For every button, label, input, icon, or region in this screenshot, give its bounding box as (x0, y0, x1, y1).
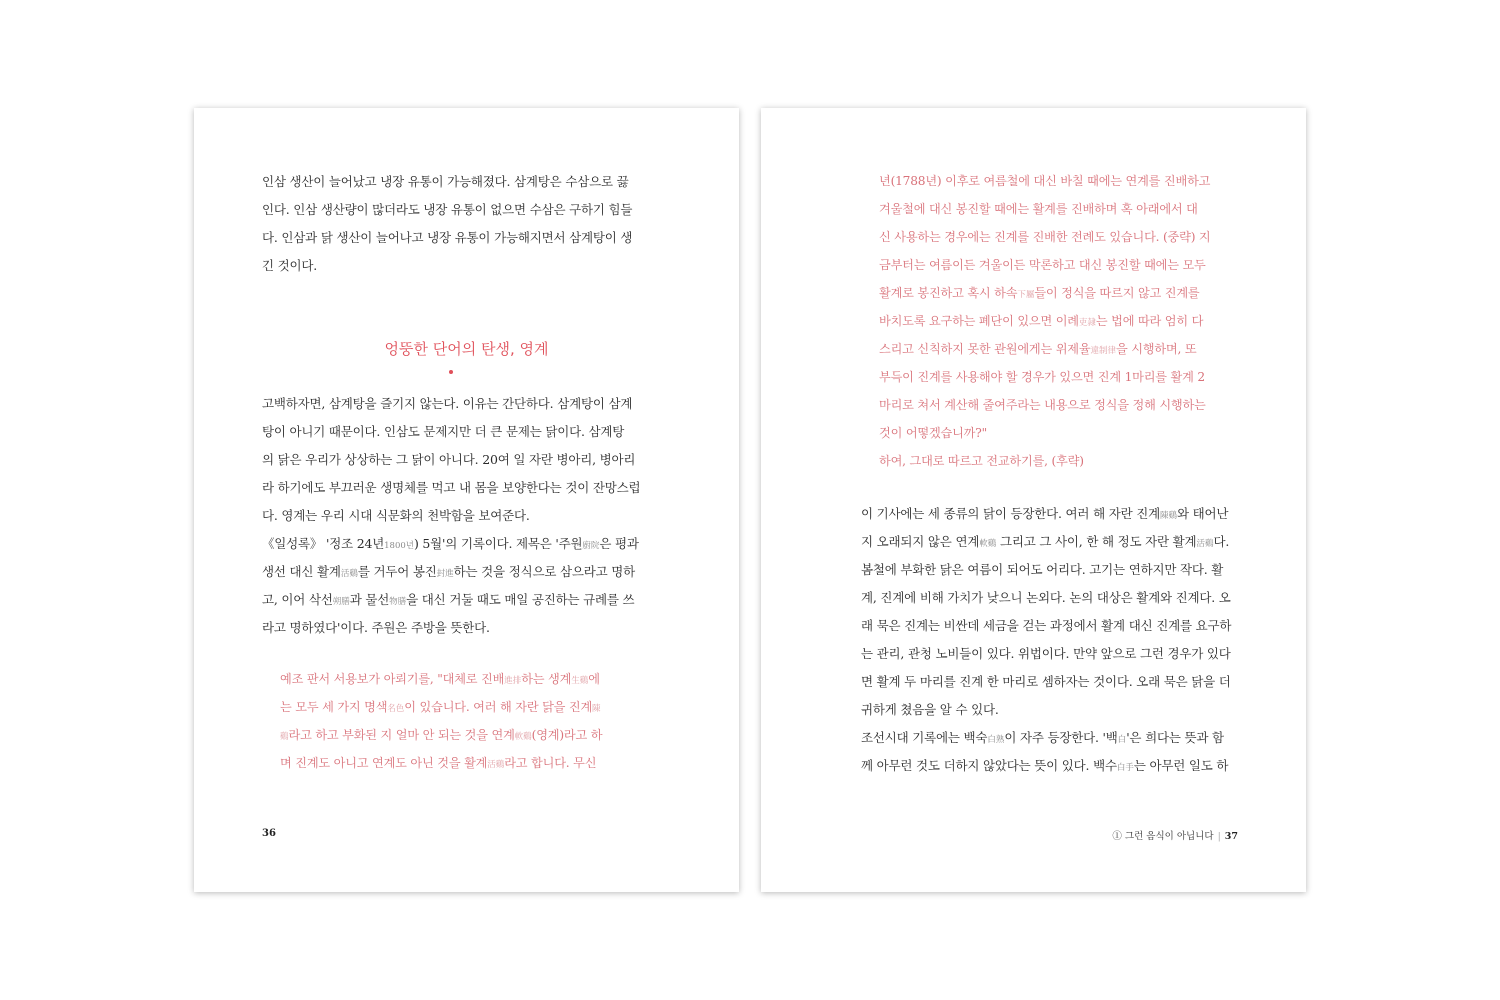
text-line: 다. 인삼과 닭 생산이 늘어나고 냉장 유통이 가능해지면서 삼계탕이 생 (262, 230, 633, 245)
hanja-gloss: 陳 (592, 704, 601, 714)
text-line: 귀하게 쳤음을 알 수 있다. (861, 702, 999, 717)
quote-line: 금부터는 여름이든 겨울이든 막론하고 대신 봉진할 때에는 모두 (879, 258, 1206, 272)
running-head: ① 그런 음식이 아닙니다 (1112, 831, 1214, 842)
section-title: 엉뚱한 단어의 탄생, 영계 (384, 340, 549, 358)
text-line: 《일성록》 '정조 24년1800년) 5월'의 기록이다. 제목은 '주원廚院은 평과 (262, 536, 639, 551)
text-line: 생선 대신 활계活鷄를 거두어 봉진封進하는 것을 정식으로 삼으라고 명하 (262, 564, 636, 579)
hanja-gloss: 白 (1117, 735, 1127, 745)
title-ornament-dot (449, 370, 453, 374)
text-line: 인다. 인삼 생산량이 많더라도 냉장 유통이 없으면 수삼은 구하기 힘들 (262, 202, 633, 217)
hanja-gloss: 進排 (504, 676, 522, 686)
text-line: 라 하기에도 부끄러운 생명체를 먹고 내 몸을 보양한다는 것이 잔망스럽 (262, 480, 641, 495)
quote-line: 며 진계도 아니고 연계도 아닌 것을 활계活鷄라고 합니다. 무신 (280, 756, 597, 770)
hanja-gloss: 軟鷄 (514, 732, 532, 742)
quote-line: 년(1788년) 이후로 여름철에 대신 바칠 때에는 연계를 진배하고 (879, 174, 1211, 188)
text-line: 께 아무런 것도 더하지 않았다는 뜻이 있다. 백수白手는 아무런 일도 하 (861, 758, 1229, 773)
text-line: 탕이 아니기 때문이다. 인삼도 문제지만 더 큰 문제는 닭이다. 삼계탕 (262, 424, 625, 439)
quote-line: 스리고 신칙하지 못한 관원에게는 위제율違制律을 시행하며, 또 (879, 342, 1197, 356)
hanja-gloss: 軟鷄 (979, 539, 997, 549)
right-page (761, 108, 1306, 892)
hanja-gloss: 陳鷄 (1160, 511, 1178, 521)
text-line: 봄철에 부화한 닭은 여름이 되어도 어리다. 고기는 연하지만 작다. 활 (861, 562, 1224, 577)
text-line: 이 기사에는 세 종류의 닭이 등장한다. 여러 해 자란 진계陳鷄와 태어난 (861, 506, 1229, 521)
text-line: 면 활계 두 마리를 진계 한 마리로 셈하자는 것이다. 오래 묵은 닭을 더 (861, 674, 1231, 689)
hanja-gloss: 下屬 (1017, 290, 1035, 300)
footer-separator: | (1217, 831, 1221, 842)
hanja-gloss: 名色 (387, 704, 405, 714)
hanja-gloss: 白手 (1116, 763, 1134, 773)
quote-line: 신 사용하는 경우에는 진계를 진배한 전례도 있습니다. (중략) 지 (879, 230, 1211, 244)
left-page (194, 108, 739, 892)
hanja-gloss: 違制律 (1090, 346, 1116, 356)
hanja-gloss: 活鷄 (1196, 539, 1214, 549)
text-line: 인삼 생산이 늘어났고 냉장 유통이 가능해졌다. 삼계탕은 수삼으로 끓 (262, 174, 629, 189)
text-line: 는 관리, 관청 노비들이 있다. 위법이다. 만약 앞으로 그런 경우가 있다 (861, 646, 1231, 661)
hanja-gloss: 吏隷 (1078, 318, 1096, 328)
quote-line: 鷄라고 하고 부화된 지 얼마 안 되는 것을 연계軟鷄(영계)라고 하 (280, 728, 603, 742)
quote-line: 하여, 그대로 따르고 전교하기를, (후략) (879, 454, 1084, 468)
hanja-gloss: 活鷄 (487, 760, 505, 770)
running-footer (1112, 828, 1238, 842)
annotation: 1800년 (384, 541, 414, 551)
quote-line: 겨울철에 대신 봉진할 때에는 활계를 진배하며 혹 아래에서 대 (879, 202, 1198, 216)
text-line: 고백하자면, 삼계탕을 즐기지 않는다. 이유는 간단하다. 삼계탕이 삼계 (262, 396, 633, 411)
text-line: 고, 이어 삭선朔膳과 물선物膳을 대신 거둘 때도 매일 공진하는 규례를 쓰 (262, 592, 635, 607)
hanja-gloss: 生鷄 (571, 676, 589, 686)
quote-line: 바치도록 요구하는 폐단이 있으면 이례吏隷는 법에 따라 엄히 다 (879, 314, 1204, 328)
hanja-gloss: 朔膳 (332, 597, 350, 607)
hanja-gloss: 鷄 (280, 732, 289, 742)
text-line: 의 닭은 우리가 상상하는 그 닭이 아니다. 20여 일 자란 병아리, 병아리 (262, 452, 636, 467)
text-line: 지 오래되지 않은 연계軟鷄 그리고 그 사이, 한 해 정도 자란 활계活鷄다. (861, 534, 1230, 549)
text-line: 계, 진계에 비해 가치가 낮으니 논외다. 논의 대상은 활계와 진계다. 오 (861, 590, 1231, 605)
quote-line: 부득이 진계를 사용해야 할 경우가 있으면 진계 1마리를 활계 2 (879, 370, 1205, 384)
text-line: 긴 것이다. (262, 258, 318, 273)
text-line: 조선시대 기록에는 백숙白熟이 자주 등장한다. '백白'은 희다는 뜻과 함 (861, 730, 1224, 745)
quote-line: 마리로 쳐서 계산해 줄여주라는 내용으로 정식을 정해 시행하는 (879, 398, 1206, 412)
text-line: 다. 영계는 우리 시대 식문화의 천박함을 보여준다. (262, 508, 530, 523)
page-number: 37 (1224, 831, 1238, 842)
quote-line: 예조 판서 서용보가 아뢰기를, "대체로 진배進排하는 생계生鷄에 (280, 672, 600, 686)
page-number: 36 (262, 828, 276, 839)
text-line: 래 묵은 진계는 비싼데 세금을 걷는 과정에서 활계 대신 진계를 요구하 (861, 618, 1232, 633)
hanja-gloss: 活鷄 (340, 569, 358, 579)
quote-line: 는 모두 세 가지 명색名色이 있습니다. 여러 해 자란 닭을 진계陳 (280, 700, 601, 714)
hanja-gloss: 封進 (436, 569, 454, 579)
quote-line: 활계로 봉진하고 혹시 하속下屬들이 정식을 따르지 않고 진계를 (879, 286, 1200, 300)
quote-line: 것이 어떻겠습니까?" (879, 426, 987, 440)
hanja-gloss: 白熟 (987, 735, 1005, 745)
hanja-gloss: 物膳 (389, 597, 407, 607)
text-line: 라고 명하였다'이다. 주원은 주방을 뜻한다. (262, 620, 490, 635)
hanja-gloss: 廚院 (582, 541, 600, 551)
